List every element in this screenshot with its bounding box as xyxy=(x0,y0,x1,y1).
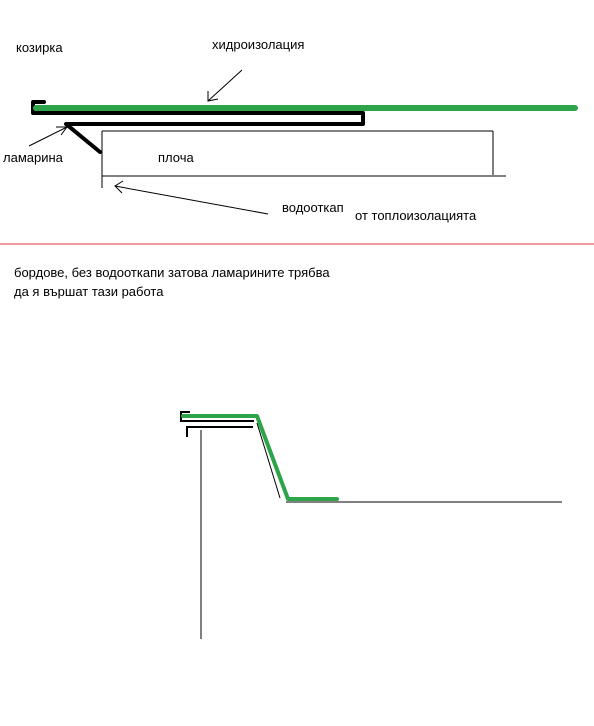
label-slab: плоча xyxy=(158,150,194,165)
note-text: бордове, без водооткапи затова ламарините трябва да я вършат тази работа xyxy=(14,265,330,299)
annotation-arrows xyxy=(29,70,268,214)
parapet-waterproofing xyxy=(183,416,337,499)
label-drip-edge: водооткап xyxy=(282,200,344,215)
wall-and-roof-outline xyxy=(201,423,562,639)
label-from-insulation: от топлоизолацията xyxy=(355,208,477,223)
label-waterproofing: хидроизолация xyxy=(212,37,305,52)
label-sheet-metal: ламарина xyxy=(3,150,63,165)
label-kozirka: козирка xyxy=(16,40,63,55)
